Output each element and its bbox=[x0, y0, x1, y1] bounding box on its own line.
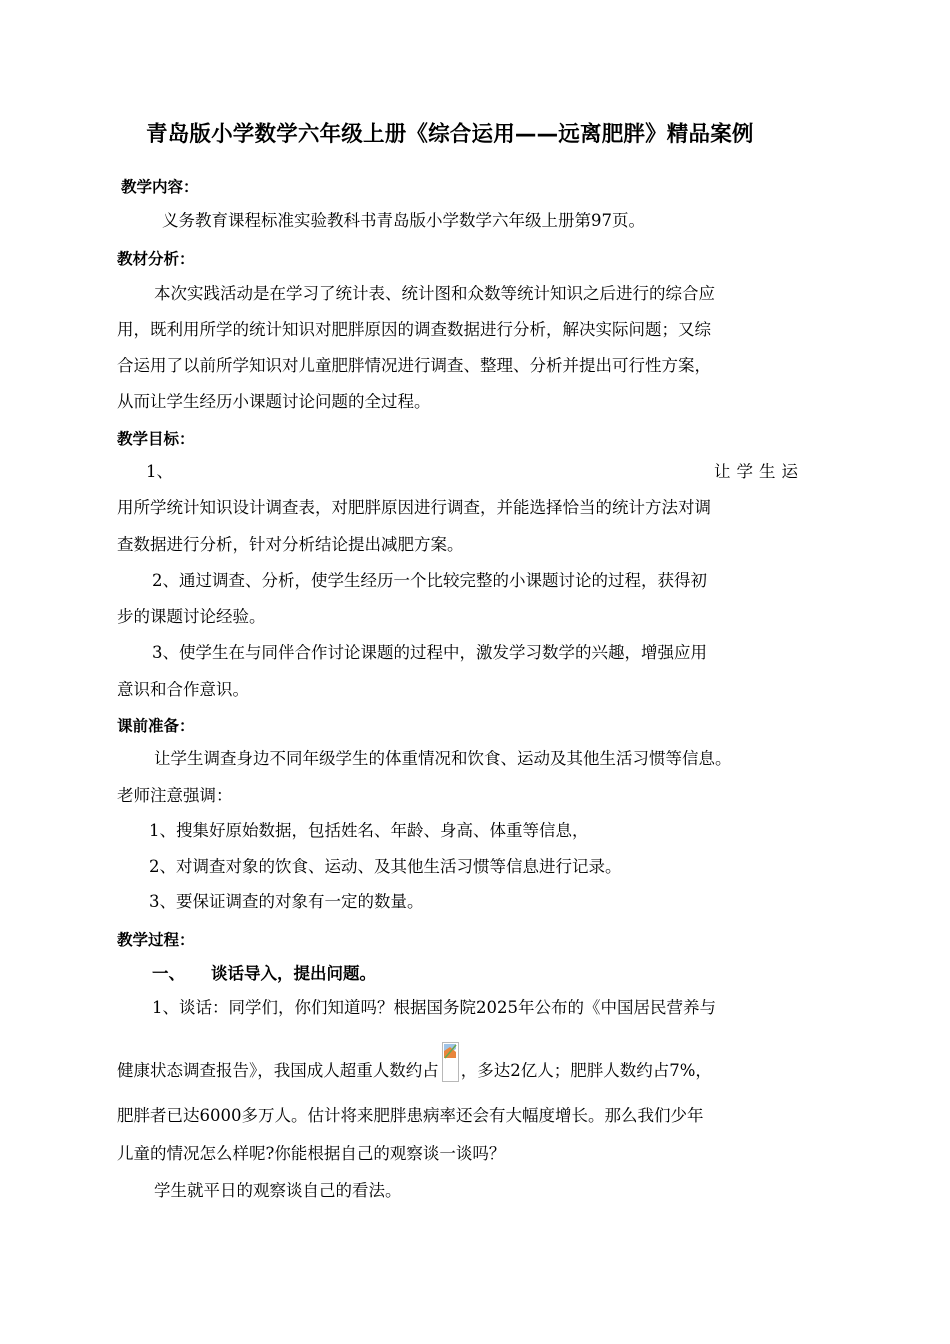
talk-line-with-image bbox=[117, 1042, 712, 1082]
goal1-line: 查数据进行分析，针对分析结论提出减肥方案。 bbox=[117, 535, 464, 554]
student-line: 学生就平日的观察谈自己的看法。 bbox=[154, 1181, 402, 1200]
goal2-line: 步的课题讨论经验。 bbox=[117, 607, 266, 626]
talk-line: 肥胖者已达6000多万人。估计将来肥胖患病率还会有大幅度增长。那么我们少年 bbox=[117, 1106, 704, 1125]
prep-line: 1、搜集好原始数据，包括姓名、年龄、身高、体重等信息， bbox=[149, 821, 589, 840]
prep-line: 让学生调查身边不同年级学生的体重情况和饮食、运动及其他生活习惯等信息。 bbox=[154, 749, 732, 768]
prep-line: 2、对调查对象的饮食、运动、及其他生活习惯等信息进行记录。 bbox=[149, 857, 622, 876]
goal2-line: 2、通过调查、分析，使学生经历一个比较完整的小课题讨论的过程，获得初 bbox=[152, 571, 707, 590]
prep-line: 3、要保证调查的对象有一定的数量。 bbox=[149, 892, 424, 911]
page-title: 青岛版小学数学六年级上册《综合运用——远离肥胖》精品案例 bbox=[146, 122, 754, 147]
goal3-line: 3、使学生在与同伴合作讨论课题的过程中，激发学习数学的兴趣，增强应用 bbox=[152, 643, 707, 662]
talk-line: 儿童的情况怎么样呢?你能根据自己的观察谈一谈吗？ bbox=[117, 1144, 506, 1163]
section-heading-analysis: 教材分析： bbox=[117, 250, 195, 268]
talk-line-part: ，多达2亿人；肥胖人数约占7%， bbox=[460, 1061, 712, 1080]
content-text: 义务教育课程标准实验教科书青岛版小学数学六年级上册第97页。 bbox=[162, 211, 645, 230]
step1-title: 谈话导入，提出问题。 bbox=[211, 964, 376, 983]
section-heading-content: 教学内容： bbox=[121, 178, 199, 196]
analysis-line: 本次实践活动是在学习了统计表、统计图和众数等统计知识之后进行的综合应 bbox=[154, 284, 715, 303]
talk-line: 1、谈话：同学们，你们知道吗？根据国务院2025年公布的《中国居民营养与 bbox=[152, 998, 716, 1017]
prep-line: 老师注意强调： bbox=[117, 786, 233, 805]
section-heading-goals: 教学目标： bbox=[117, 430, 195, 448]
talk-line-part: 健康状态调查报告》，我国成人超重人数约占 bbox=[117, 1061, 439, 1080]
goal3-line: 意识和合作意识。 bbox=[117, 680, 249, 699]
goal1-number: 1、 bbox=[146, 462, 173, 481]
analysis-line: 从而让学生经历小课题讨论问题的全过程。 bbox=[117, 392, 431, 411]
analysis-line: 合运用了以前所学知识对儿童肥胖情况进行调查、整理、分析并提出可行性方案， bbox=[117, 356, 711, 375]
broken-image-icon bbox=[441, 1042, 459, 1082]
goal1-line: 用所学统计知识设计调查表，对肥胖原因进行调查，并能选择恰当的统计方法对调 bbox=[117, 498, 711, 517]
goal1-tail: 让学生运 bbox=[714, 462, 804, 481]
section-heading-process: 教学过程： bbox=[117, 931, 195, 949]
step1-number: 一、 bbox=[152, 964, 185, 983]
section-heading-prep: 课前准备： bbox=[117, 717, 195, 735]
analysis-line: 用，既利用所学的统计知识对肥胖原因的调查数据进行分析，解决实际问题；又综 bbox=[117, 320, 711, 339]
